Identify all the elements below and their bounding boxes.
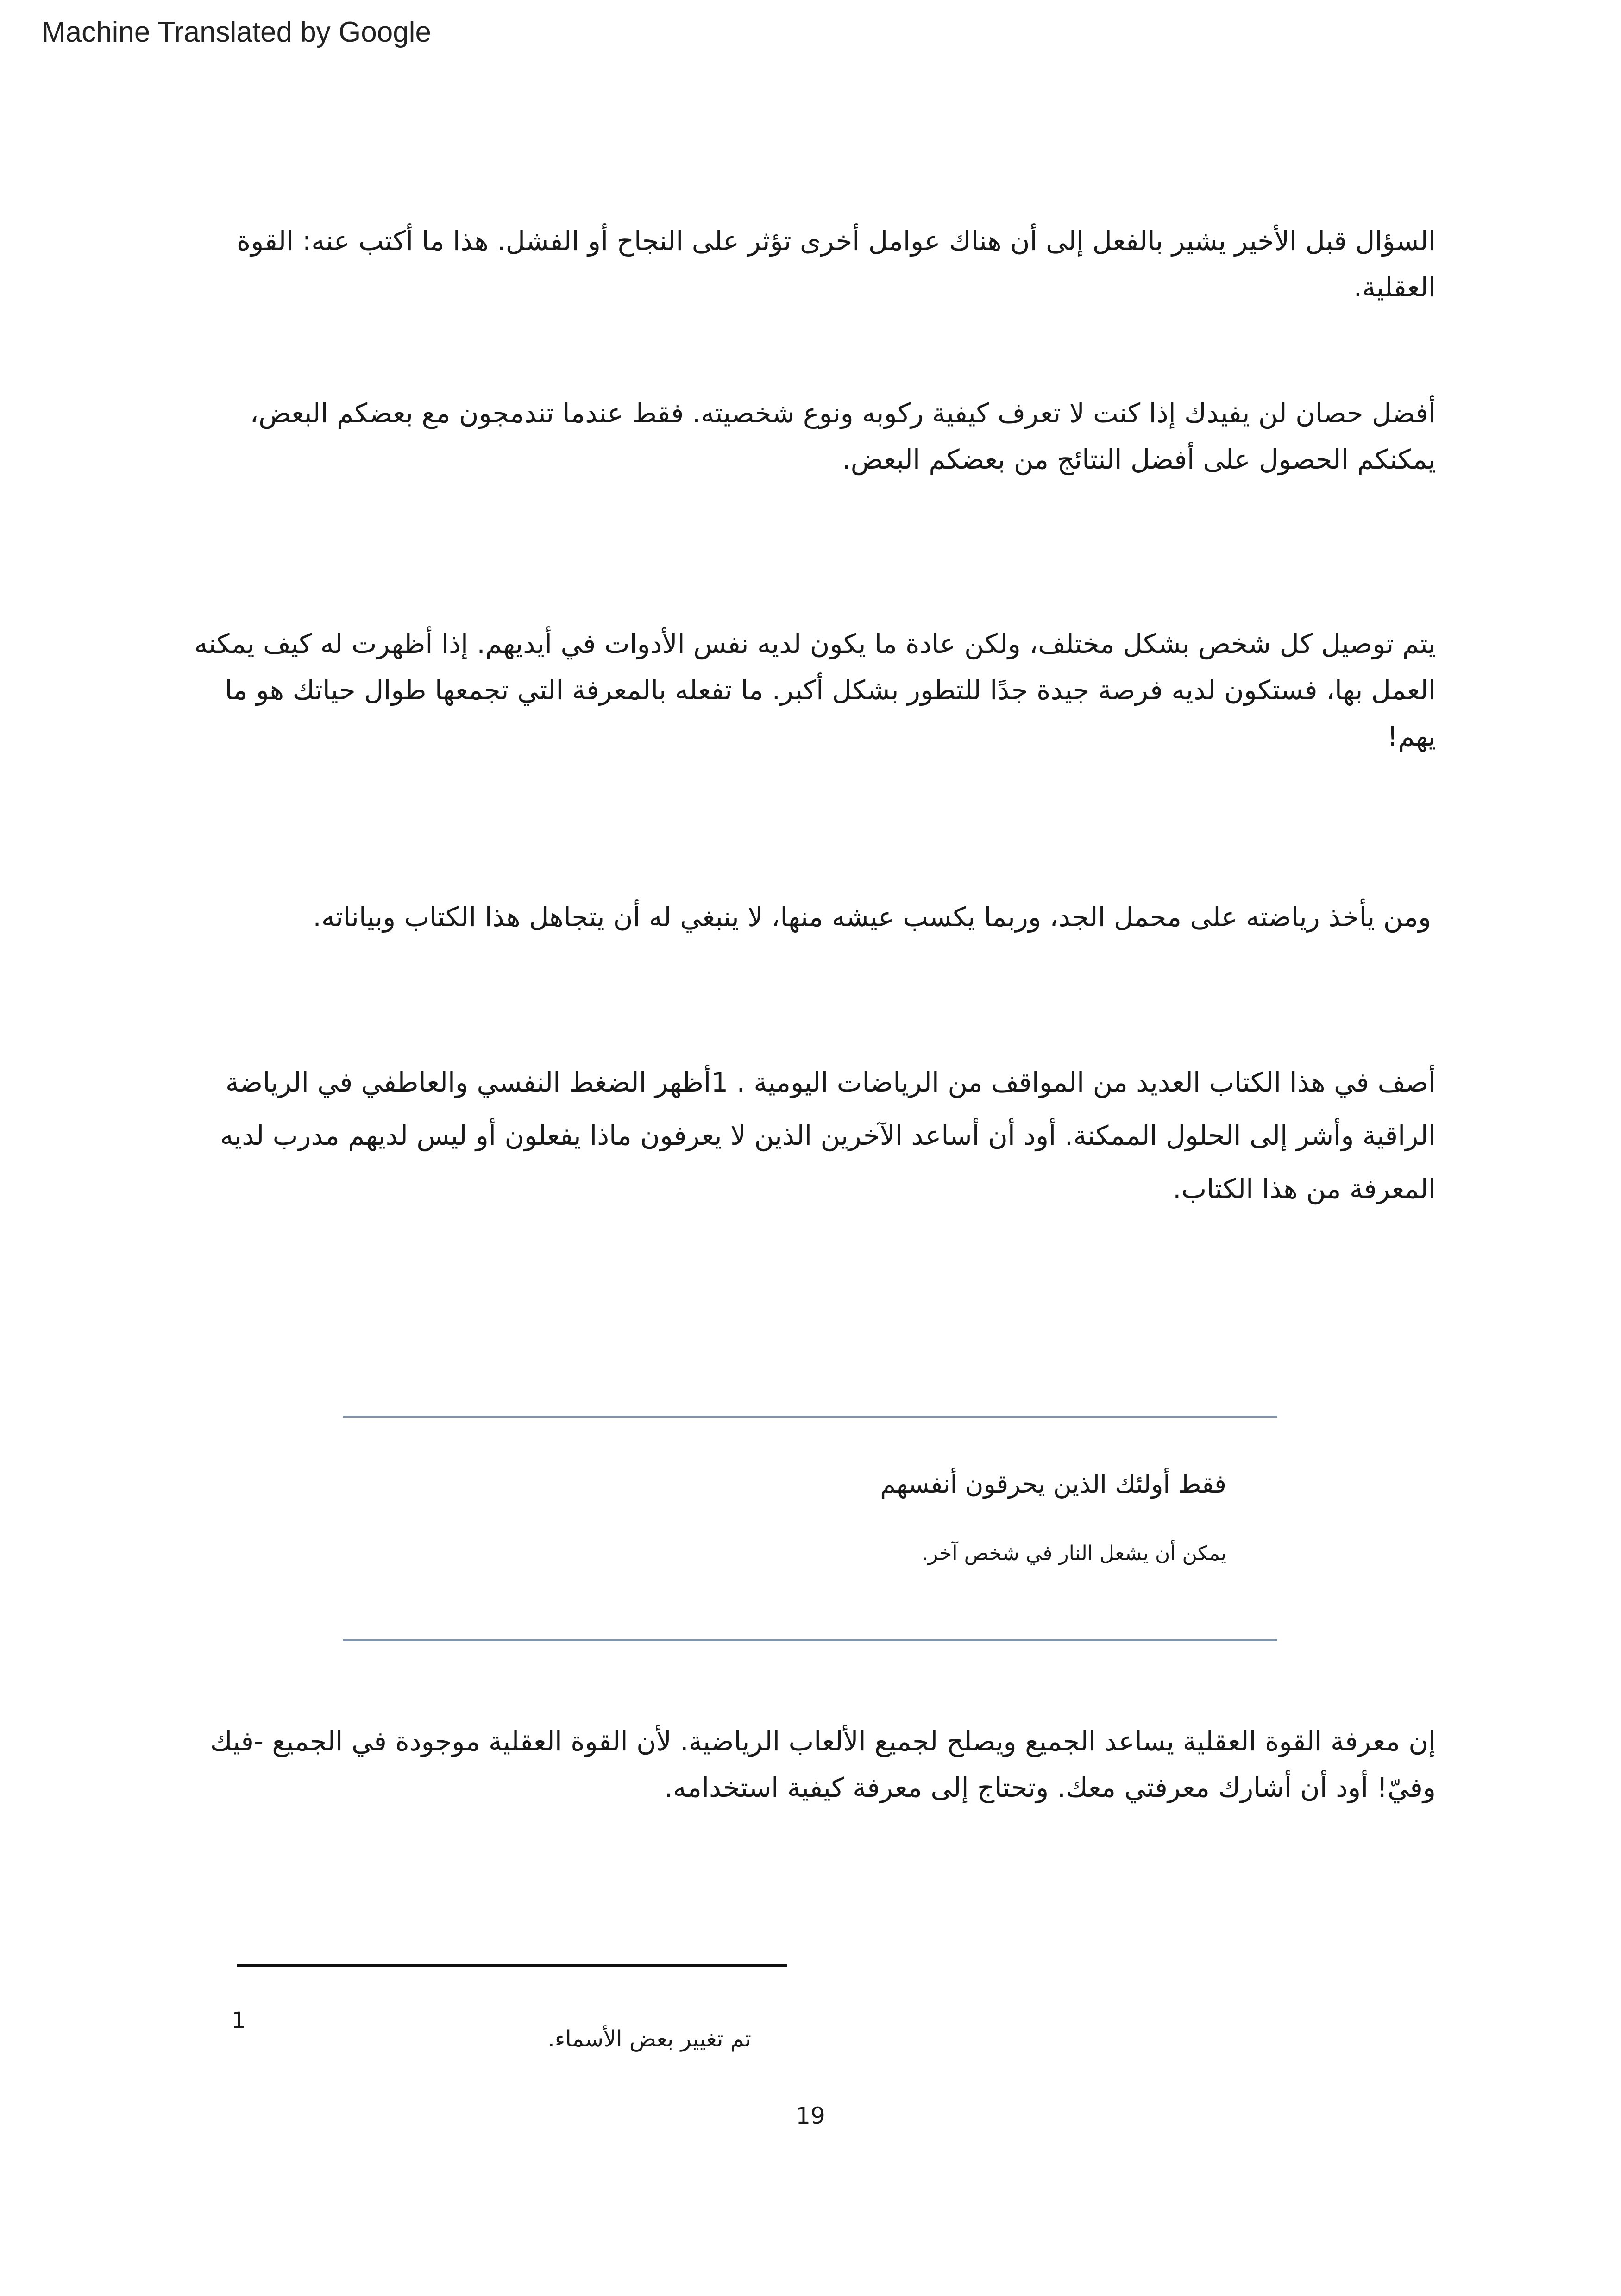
quote-line-1: فقط أولئك الذين يحرقون أنفسهم: [880, 1469, 1226, 1499]
page-number: 19: [796, 2102, 825, 2129]
footnote-marker: 1: [232, 2007, 246, 2033]
body-paragraph-3: يتم توصيل كل شخص بشكل مختلف، ولكن عادة ما يكون لديه نفس الأدوات في أيديهم. إذا أظهرت له كيف يمكنه العمل بها، فستكون لديه فرصة جيدة جدًا للتطور بشكل أكبر. ما تفعله بالمعرفة التي تجمعها طوال حياتك هو ما يهم!: [194, 628, 1436, 752]
machine-translation-watermark: Machine Translated by Google: [42, 16, 431, 48]
quote-line-2: يمكن أن يشعل النار في شخص آخر.: [921, 1542, 1226, 1565]
footnote-separator: [237, 1964, 787, 1967]
quote-divider-bottom: [343, 1639, 1277, 1641]
body-paragraph-2: أفضل حصان لن يفيدك إذا كنت لا تعرف كيفية ركوبه ونوع شخصيته. فقط عندما تندمجون مع بعضكم البعض، يمكنكم الحصول على أفضل النتائج من بعضكم البعض.: [250, 397, 1436, 475]
body-paragraph-6: إن معرفة القوة العقلية يساعد الجميع ويصلح لجميع الألعاب الرياضية. لأن القوة العقلية موجودة في الجميع -فيك وفيّ! أود أن أشارك معرفتي معك. وتحتاج إلى معرفة كيفية استخدامه.: [210, 1725, 1436, 1803]
body-paragraph-5: أصف في هذا الكتاب العديد من المواقف من الرياضات اليومية . 1أظهر الضغط النفسي والعاطفي في الرياضة الراقية وأشر إلى الحلول الممكنة. أود أن أساعد الآخرين الذين لا يعرفون ماذا يفعلون أو ليس لديهم مدرب لديه المعرفة من هذا الكتاب.: [220, 1066, 1436, 1204]
quote-divider-top: [343, 1416, 1277, 1418]
body-paragraph-4: ومن يأخذ رياضته على محمل الجد، وربما يكسب عيشه منها، لا ينبغي له أن يتجاهل هذا الكتاب وبياناته.: [313, 901, 1431, 933]
footnote-text: تم تغيير بعض الأسماء.: [547, 2026, 751, 2052]
body-paragraph-1: السؤال قبل الأخير يشير بالفعل إلى أن هناك عوامل أخرى تؤثر على النجاح أو الفشل. هذا ما أكتب عنه: القوة العقلية.: [236, 225, 1436, 303]
